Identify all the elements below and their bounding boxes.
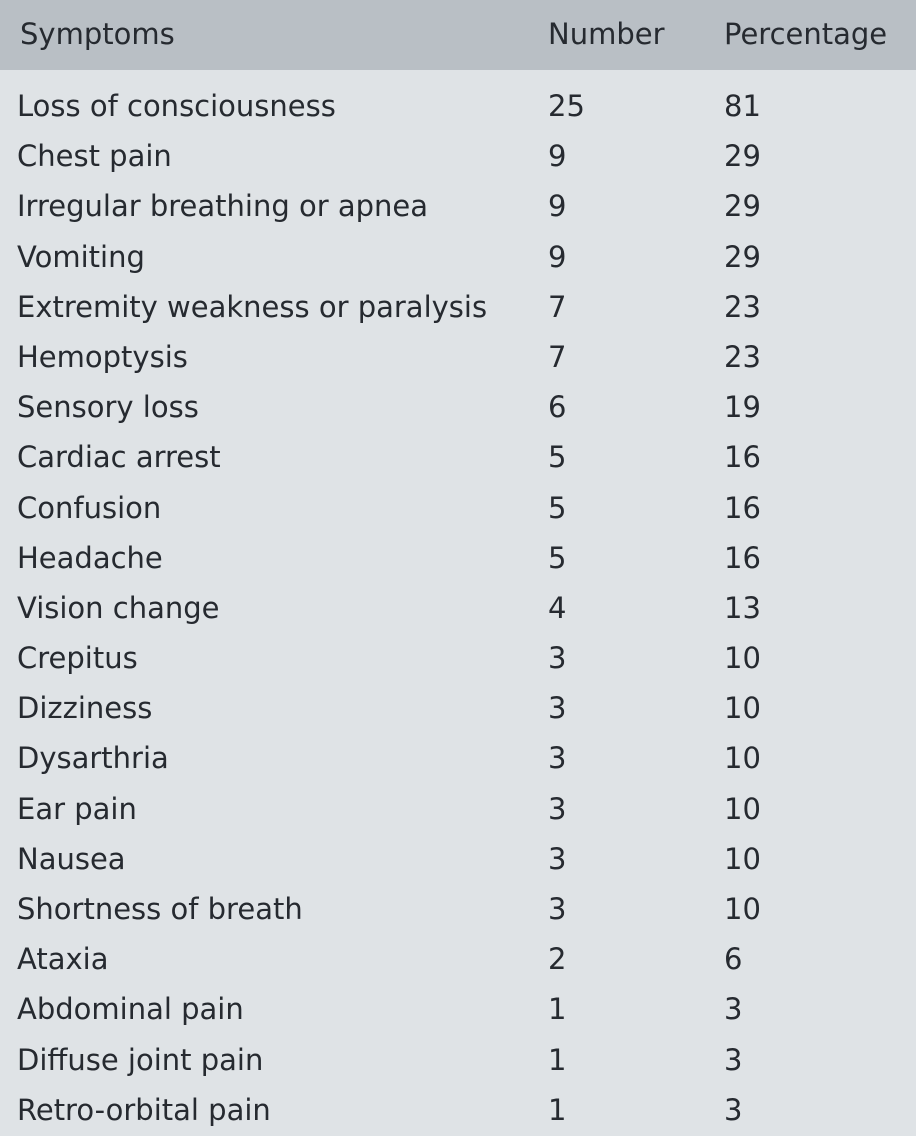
table-row — [0, 985, 916, 1035]
symptom-cell: Loss of consciousness — [17, 89, 336, 123]
percentage-cell: 29 — [724, 189, 761, 224]
table-row — [0, 935, 916, 985]
table-body — [0, 82, 916, 1136]
percentage-cell: 10 — [724, 892, 761, 926]
symptom-cell: Headache — [17, 540, 163, 575]
symptom-cell: Extremity weakness or paralysis — [17, 289, 488, 324]
table-row — [0, 835, 916, 885]
number-cell: 9 — [548, 139, 567, 174]
percentage-cell: 13 — [724, 590, 761, 625]
symptom-cell: Vomiting — [17, 239, 145, 274]
percentage-cell: 16 — [724, 540, 761, 575]
table-row — [0, 383, 916, 433]
percentage-cell: 10 — [724, 791, 761, 826]
percentage-cell: 29 — [724, 139, 761, 174]
table-row — [0, 885, 916, 935]
number-cell: 3 — [548, 741, 567, 776]
table-row — [0, 534, 916, 584]
symptom-cell: Shortness of breath — [17, 892, 303, 926]
percentage-cell: 3 — [724, 1042, 743, 1077]
table-row — [0, 634, 916, 684]
number-cell: 7 — [548, 339, 567, 374]
number-cell: 1 — [548, 992, 567, 1027]
number-cell: 2 — [548, 942, 567, 977]
number-cell: 1 — [548, 1042, 567, 1077]
header-percentage: Percentage — [724, 17, 888, 51]
symptom-cell: Retro-orbital pain — [17, 1092, 271, 1127]
number-cell: 3 — [548, 841, 567, 876]
number-cell: 3 — [548, 791, 567, 826]
table-row — [0, 734, 916, 784]
header-number: Number — [548, 17, 665, 51]
number-cell: 7 — [548, 289, 567, 324]
number-cell: 9 — [548, 239, 567, 274]
number-cell: 4 — [548, 590, 567, 625]
number-cell: 1 — [548, 1092, 567, 1127]
symptom-cell: Irregular breathing or apnea — [17, 189, 429, 224]
percentage-cell: 16 — [724, 440, 761, 475]
symptom-cell: Dysarthria — [17, 741, 169, 776]
symptom-cell: Ataxia — [17, 942, 109, 977]
number-cell: 9 — [548, 189, 567, 224]
percentage-cell: 16 — [724, 490, 761, 525]
symptom-cell: Chest pain — [17, 139, 172, 174]
table-row — [0, 82, 916, 132]
table-row — [0, 684, 916, 734]
table-row — [0, 484, 916, 534]
number-cell: 3 — [548, 691, 567, 726]
percentage-cell: 19 — [724, 390, 761, 425]
table-row — [0, 132, 916, 182]
symptom-cell: Ear pain — [17, 791, 137, 826]
table-row — [0, 283, 916, 333]
symptom-cell: Sensory loss — [17, 390, 199, 425]
number-cell: 25 — [548, 89, 585, 123]
symptom-cell: Vision change — [17, 590, 220, 625]
table-row — [0, 333, 916, 383]
percentage-cell: 6 — [724, 942, 743, 977]
table-row — [0, 1086, 916, 1136]
symptom-cell: Dizziness — [17, 691, 153, 726]
percentage-cell: 81 — [724, 89, 761, 123]
number-cell: 5 — [548, 490, 567, 525]
table-row — [0, 233, 916, 283]
table-row — [0, 433, 916, 483]
table-header — [0, 0, 916, 70]
percentage-cell: 10 — [724, 691, 761, 726]
percentage-cell: 23 — [724, 289, 761, 324]
table-row — [0, 1036, 916, 1086]
table-row — [0, 182, 916, 232]
percentage-cell: 29 — [724, 239, 761, 274]
percentage-cell: 23 — [724, 339, 761, 374]
symptom-cell: Confusion — [17, 490, 162, 525]
percentage-cell: 3 — [724, 992, 743, 1027]
number-cell: 3 — [548, 892, 567, 926]
table-row — [0, 584, 916, 634]
symptom-cell: Diffuse joint pain — [17, 1042, 264, 1077]
symptom-cell: Cardiac arrest — [17, 440, 221, 475]
number-cell: 3 — [548, 641, 567, 676]
percentage-cell: 10 — [724, 841, 761, 876]
number-cell: 5 — [548, 440, 567, 475]
number-cell: 5 — [548, 540, 567, 575]
header-symptoms: Symptoms — [20, 17, 175, 51]
table-row — [0, 785, 916, 835]
symptom-cell: Crepitus — [17, 641, 138, 676]
symptom-cell: Abdominal pain — [17, 992, 244, 1027]
symptom-cell: Hemoptysis — [17, 339, 188, 374]
percentage-cell: 3 — [724, 1092, 743, 1127]
number-cell: 6 — [548, 390, 567, 425]
symptom-cell: Nausea — [17, 841, 126, 876]
percentage-cell: 10 — [724, 741, 761, 776]
percentage-cell: 10 — [724, 641, 761, 676]
